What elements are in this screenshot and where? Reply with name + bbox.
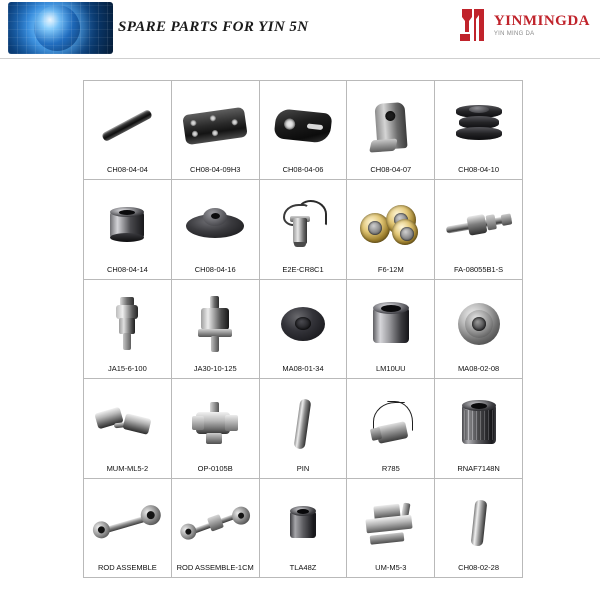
part-cell[interactable] — [84, 180, 172, 279]
part-image-rubber-bush-stack — [437, 85, 520, 166]
part-cell[interactable] — [347, 180, 435, 279]
part-cell[interactable] — [259, 180, 347, 279]
part-cell[interactable] — [347, 81, 435, 180]
part-cell[interactable] — [435, 379, 523, 478]
part-cell[interactable] — [259, 81, 347, 180]
part-image-cam-lever — [262, 85, 345, 166]
part-cell[interactable] — [435, 81, 523, 180]
part-image-straight-pin — [262, 383, 345, 464]
parts-grid — [83, 80, 523, 578]
part-cell[interactable] — [84, 379, 172, 478]
part-code: CH08-04-14 — [106, 264, 148, 274]
part-cell[interactable] — [171, 180, 259, 279]
part-code: PIN — [296, 463, 310, 473]
part-code: UM-M5-3 — [375, 562, 407, 572]
part-cell[interactable] — [171, 478, 259, 577]
part-cell[interactable] — [84, 478, 172, 577]
part-code: FA-08055B1-S — [453, 264, 504, 274]
part-cell[interactable] — [435, 180, 523, 279]
part-code: CH08-04-07 — [370, 165, 412, 175]
part-cell[interactable] — [259, 478, 347, 577]
part-image-needle-roller-bearing — [437, 383, 520, 464]
part-code: JA15-6-100 — [108, 364, 147, 374]
part-code: MUM-ML5-2 — [106, 463, 149, 473]
parts-grid-container — [83, 80, 517, 578]
part-image-shaft-with-collar — [437, 184, 520, 265]
part-cell[interactable] — [84, 81, 172, 180]
part-code: MA08-02-08 — [457, 364, 500, 374]
part-image-dowel-pin — [86, 85, 169, 166]
part-cell[interactable] — [347, 478, 435, 577]
part-image-bracket-plate — [174, 85, 257, 166]
part-image-stepped-bushing — [86, 184, 169, 265]
part-image-polished-pin — [437, 483, 520, 564]
table-row — [84, 478, 523, 577]
part-code: E2E-CR8C1 — [282, 264, 324, 274]
part-cell[interactable] — [84, 279, 172, 378]
part-image-rubber-disc — [174, 184, 257, 265]
part-code: JA30-10-125 — [193, 364, 237, 374]
part-code: CH08-04-06 — [282, 165, 324, 175]
globe-icon — [8, 2, 113, 54]
part-image-ball-bearing — [437, 284, 520, 365]
part-image-thrust-bearings — [349, 184, 432, 265]
part-image-valve-fitting — [174, 383, 257, 464]
part-image-rod-assembly-1cm — [174, 483, 257, 564]
part-cell[interactable] — [259, 379, 347, 478]
brand-logo — [458, 8, 590, 42]
part-image-clamp-blocks — [86, 383, 169, 464]
part-code: CH08-04-04 — [106, 165, 148, 175]
yinmingda-logo-icon — [458, 8, 488, 42]
table-row — [84, 81, 523, 180]
part-cell[interactable] — [171, 81, 259, 180]
part-cell[interactable] — [171, 379, 259, 478]
part-code: CH08-04-16 — [194, 264, 236, 274]
part-code: CH08-04-09H3 — [189, 165, 241, 175]
part-image-drawn-cup-bearing — [262, 483, 345, 564]
part-cell[interactable] — [435, 478, 523, 577]
brand-subtitle: YIN MING DA — [493, 30, 535, 37]
part-image-proximity-sensor — [262, 184, 345, 265]
part-cell[interactable] — [171, 279, 259, 378]
page-title: SPARE PARTS FOR YIN 5N — [118, 19, 309, 35]
part-code: ROD ASSEMBLE-1CM — [176, 562, 254, 572]
page-header — [0, 0, 600, 59]
part-cell[interactable] — [259, 279, 347, 378]
part-code: CH08-02-28 — [458, 562, 500, 572]
part-code: TLA48Z — [289, 562, 317, 572]
part-code: LM10UU — [375, 364, 406, 374]
brand-name: YINMINGDA — [493, 12, 590, 29]
brand-text — [494, 14, 590, 37]
part-cell[interactable] — [347, 279, 435, 378]
part-code: CH08-04-10 — [458, 165, 500, 175]
part-code: RNAF7148N — [457, 463, 500, 473]
table-row — [84, 279, 523, 378]
part-image-dark-ring — [262, 284, 345, 365]
part-code: R785 — [381, 463, 400, 473]
part-code: OP-0105B — [197, 463, 233, 473]
part-code: MA08-01-34 — [282, 364, 324, 374]
part-image-mount-bracket — [349, 483, 432, 564]
part-cell[interactable] — [347, 379, 435, 478]
part-code: ROD ASSEMBLE — [98, 562, 157, 572]
part-image-bent-bracket — [349, 85, 432, 166]
part-image-large-cylinder — [174, 284, 257, 365]
part-cell[interactable] — [435, 279, 523, 378]
part-code: F6-12M — [377, 264, 404, 274]
table-row — [84, 379, 523, 478]
table-row — [84, 180, 523, 279]
part-image-linear-bearing — [349, 284, 432, 365]
part-image-motor-with-leads — [349, 383, 432, 464]
part-image-small-cylinder — [86, 284, 169, 365]
part-image-rod-assembly — [86, 483, 169, 564]
